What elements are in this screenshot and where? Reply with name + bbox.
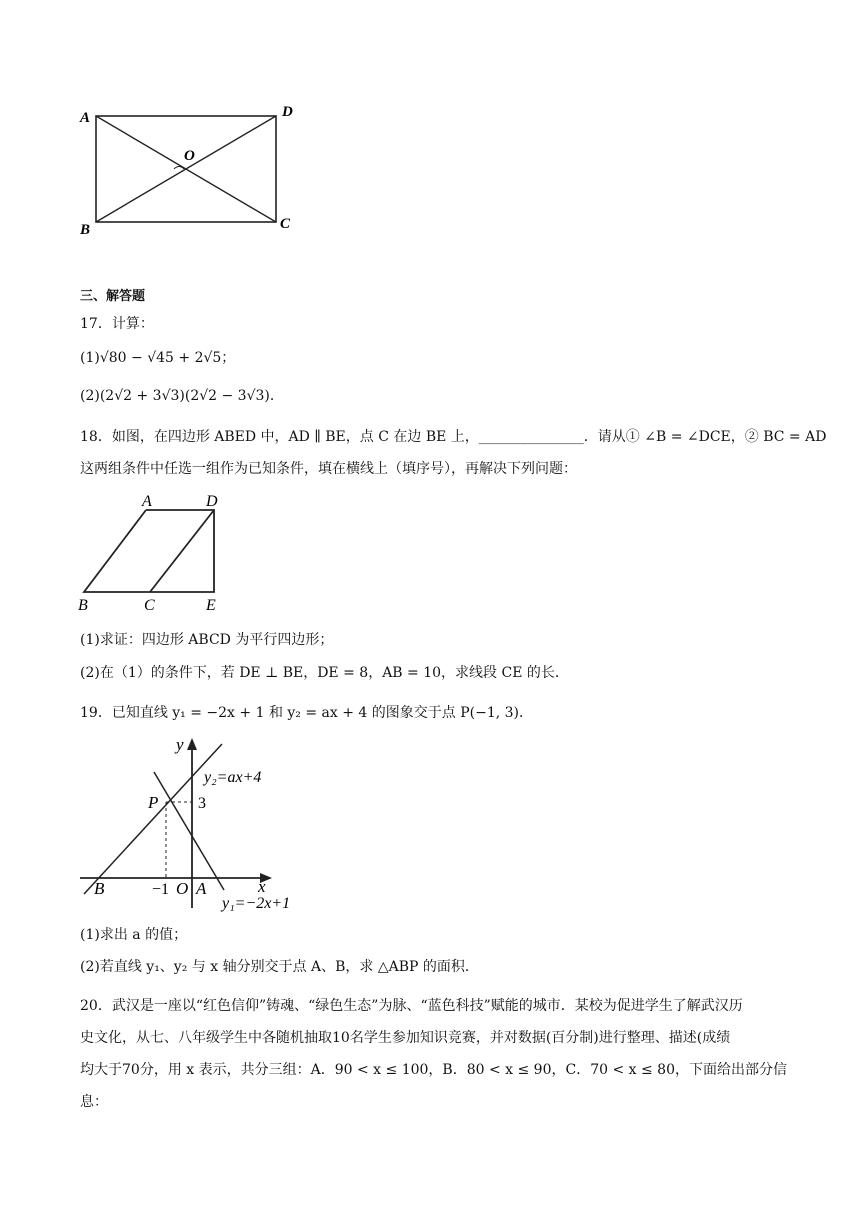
quadrilateral-abed-figure	[76, 492, 236, 618]
q17-stem: 17．计算：	[80, 316, 154, 332]
label-y1-equation: y₁=−2x+1	[222, 895, 291, 912]
label-O: O	[176, 879, 189, 898]
label-3: 3	[198, 795, 206, 812]
label-A: A	[80, 110, 91, 126]
label-B: B	[94, 879, 105, 898]
label-E: E	[206, 597, 216, 614]
section-title: 三、解答题	[80, 289, 146, 304]
q20-line1: 20．武汉是一座以“红色信仰”铸魂、“绿色生态”为脉、“蓝色科技”赋能的城市．某校为促进学生了解武汉历	[80, 998, 743, 1014]
q18-line1: 18．如图，在四边形 ABED 中，AD ∥ BE，点 C 在边 BE 上，_______________．请从① ∠B = ∠DCE，② BC = AD	[80, 429, 827, 445]
q20-line4: 息：	[80, 1094, 108, 1110]
label-y: y	[176, 735, 184, 754]
label-O: O	[184, 148, 195, 164]
label-minus1: −1	[152, 881, 170, 898]
label-A: A	[142, 493, 152, 510]
rectangle-diagonals-figure	[76, 100, 306, 240]
label-A: A	[196, 879, 207, 898]
q17-part2: (2)(2√2 + 3√3)(2√2 − 3√3)．	[80, 388, 284, 404]
label-D: D	[206, 493, 218, 510]
label-D: D	[282, 104, 293, 120]
q19-stem: 19．已知直线 y₁ = −2x + 1 和 y₂ = ax + 4 的图象交于点 P(−1, 3)．	[80, 705, 534, 721]
label-C: C	[280, 216, 291, 232]
q20-line3: 均大于70分，用 x 表示，共分三组：A．90 < x ≤ 100，B．80 < x ≤ 90，C．70 < x ≤ 80，下面给出部分信	[80, 1062, 787, 1078]
q18-part2: (2)在（1）的条件下，若 DE ⊥ BE，DE = 8，AB = 10，求线段 CE 的长．	[80, 665, 569, 681]
linear-functions-graph	[76, 732, 306, 912]
label-P: P	[148, 793, 159, 812]
label-B: B	[80, 222, 91, 238]
label-x: x	[258, 877, 266, 896]
q19-part2: (2)若直线 y₁、y₂ 与 x 轴分别交于点 A、B，求 △ABP 的面积．	[80, 959, 479, 975]
q20-line2: 史文化，从七、八年级学生中各随机抽取10名学生参加知识竞赛，并对数据(百分制)进行整理、描述(成绩	[80, 1030, 731, 1046]
q18-part1: (1)求证：四边形 ABCD 为平行四边形；	[80, 632, 334, 648]
q17-part1: (1)√80 − √45 + 2√5；	[80, 350, 236, 366]
label-y2-equation: y₂=ax+4	[204, 769, 262, 786]
q18-line2: 这两组条件中任选一组作为已知条件，填在横线上（填序号），再解决下列问题：	[80, 461, 577, 477]
q19-part1: (1)求出 a 的值；	[80, 927, 188, 943]
label-B: B	[78, 597, 88, 614]
label-C: C	[144, 597, 155, 614]
